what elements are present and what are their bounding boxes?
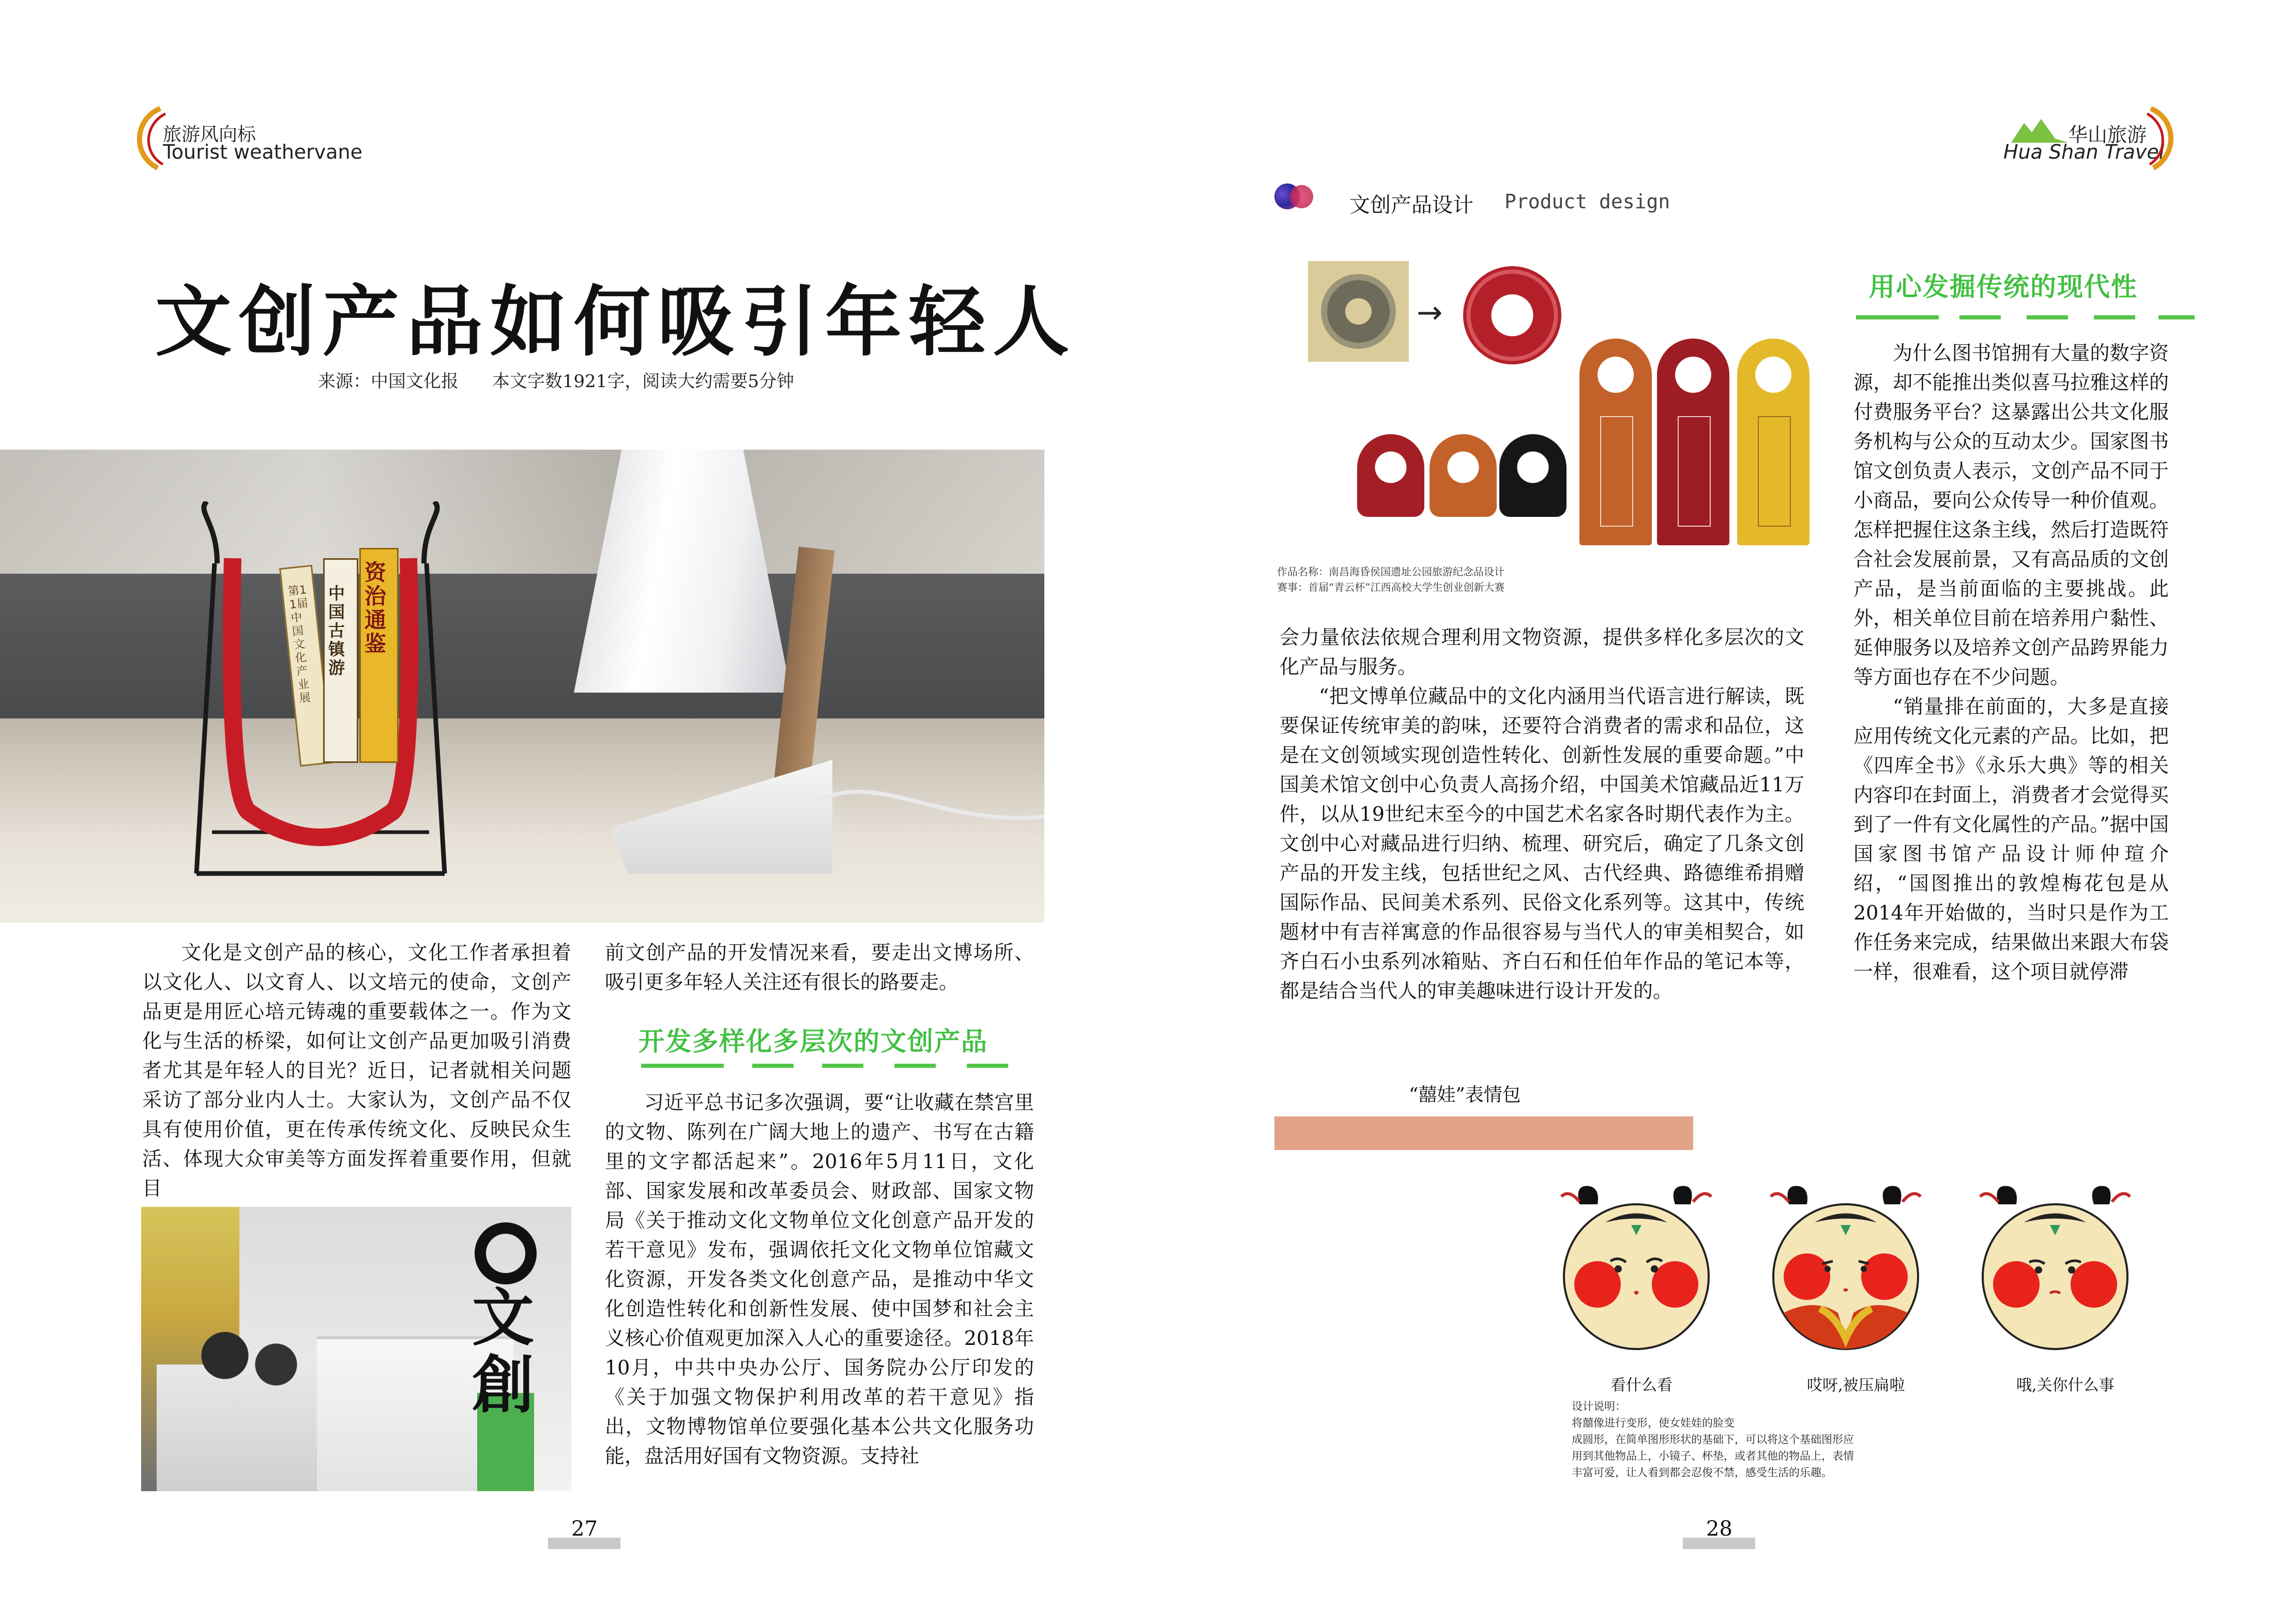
bookmark-panel-3 xyxy=(1758,416,1791,527)
arrow-icon: → xyxy=(1417,295,1443,331)
face-3-graphic xyxy=(1978,1173,2133,1359)
bookmark-red xyxy=(1657,339,1729,545)
col3-continuation: 会力量依法依规合理利用文物资源，提供多样化多层次的文化产品与服务。 xyxy=(1280,626,1804,678)
bg-window xyxy=(0,450,1044,574)
book-2-title: 中国古镇游 xyxy=(328,584,345,678)
mountain-logo-icon xyxy=(2011,118,2068,144)
section-1-underline-3 xyxy=(822,1064,863,1068)
section-label-cn: 文创产品设计 xyxy=(1349,193,1473,217)
image-caption-1: 作品名称：南昌海昏侯国遗址公园旅游纪念品设计 xyxy=(1277,565,1504,578)
salmon-bar xyxy=(1274,1116,1693,1150)
exhibition-photo xyxy=(141,1207,571,1491)
section-label-dot-2 xyxy=(1290,185,1313,208)
right-header xyxy=(1996,103,2171,171)
design-note-line-3: 成圆形，在简单图形形状的基础下，可以将这个基础图形应 xyxy=(1572,1433,1854,1446)
column-3 xyxy=(1280,623,1804,1006)
design-note-line-1: 设计说明： xyxy=(1572,1400,1626,1413)
comb-red xyxy=(1357,434,1424,517)
book-3-title: 资治通鉴 xyxy=(364,560,387,656)
bg-sofa xyxy=(0,574,1044,729)
article-title: 文创产品如何吸引年轻人 xyxy=(155,278,1076,366)
column-2 xyxy=(605,938,1034,997)
column-1 xyxy=(142,938,571,1203)
section-2-underline xyxy=(1856,315,1939,319)
section-1-underline-5 xyxy=(967,1064,1008,1068)
jade-ring xyxy=(1321,274,1396,349)
face-2-label: 哎呀,被压扁啦 xyxy=(1807,1376,1905,1395)
col2-continuation: 前文创产品的开发情况来看，要走出文博场所、吸引更多年轻人关注还有很长的路要走。 xyxy=(605,941,1034,993)
design-note-line-4: 用到其他物品上，小镜子、杯垫，或者其他的物品上，表情 xyxy=(1572,1450,1854,1462)
header-cn: 旅游风向标 xyxy=(163,124,256,145)
people xyxy=(157,1310,327,1491)
page-number-left: 27 xyxy=(571,1517,598,1541)
ancient-jade-photo xyxy=(1308,261,1409,362)
bookmark-yellow xyxy=(1737,339,1810,545)
comb-orange xyxy=(1430,434,1497,517)
book-1-title: 第11届中国文化产业展 xyxy=(287,583,312,706)
comb-black xyxy=(1499,434,1567,517)
sign-text: 文創 xyxy=(472,1281,534,1421)
face-3-label: 哦,关你什么事 xyxy=(2016,1376,2115,1395)
header-cn-right: 华山旅游 xyxy=(2068,124,2147,146)
face-1 xyxy=(1559,1173,1714,1359)
left-header xyxy=(129,103,398,171)
design-note-line-2: 将囍像进行变形，使女娃娃的脸变 xyxy=(1572,1417,1735,1429)
design-note-line-5: 丰富可爱，让人看到都会忍俊不禁，感受生活的乐趣。 xyxy=(1572,1466,1832,1479)
col4-paragraph-1: 为什么图书馆拥有大量的数字资源，却不能推出类似喜马拉雅这样的付费服务平台？这暴露出公共文化服务机构与公众的互动太少。国家图书馆文创负责人表示，文创产品不同于小商品，要向公众传导一种价值观。怎样把握住这条主线，然后打造既符合社会发展前景，又有高品质的文创产品，是当前面临的主要挑战。此外，相关单位目前在培养用户黏性、延伸服务以及培养文创产品跨界能力等方面也存在不少问题。 xyxy=(1853,342,2169,688)
face-1-label: 看什么看 xyxy=(1610,1376,1672,1395)
hero-photo xyxy=(0,450,1044,923)
face-1-graphic xyxy=(1559,1173,1714,1359)
section-title-2: 用心发掘传统的现代性 xyxy=(1869,272,2138,302)
bookmark-hole-2 xyxy=(1675,357,1711,393)
section-label-en: Product design xyxy=(1504,190,1670,213)
image-caption-2: 赛事：首届“青云杯”江西高校大学生创业创新大赛 xyxy=(1277,581,1505,593)
section-2-underline-4 xyxy=(2094,315,2135,319)
bookmark-hole-3 xyxy=(1755,357,1791,393)
section-2-underline-3 xyxy=(2027,315,2068,319)
section-title-1: 开发多样化多层次的文创产品 xyxy=(638,1027,988,1056)
bookmark-panel xyxy=(1600,416,1633,527)
col3-paragraph-1: “把文博单位藏品中的文化内涵用当代语言进行解读，既要保证传统审美的韵味，还要符合消费者的需求和品位，这是在文创领域实现创造性转化、创新性发展的重要命题。”中国美术馆文创中心负责人高扬介绍，中国美术馆藏品近11万件，以从19世纪末至今的中国艺术名家各时期代表作为主。文创中心对藏品进行归纳、梳理、研究后，确定了几条文创产品的开发主线，包括世纪之风、古代经典、路德维希捐赠国际作品、民间美术系列、民俗文化系列等。这其中，传统题材中有吉祥寓意的作品很容易与当代人的审美相契合，如齐白石小虫系列冰箱贴、齐白石和任伯年作品的笔记本等，都是结合当代人的审美趣味进行设计开发的。 xyxy=(1280,685,1804,1002)
col2-paragraph-1: 习近平总书记多次强调，要“让收藏在禁宫里的文物、陈列在广阔大地上的遗产、书写在古籍里的文字都活起来”。2016年5月11日，文化部、国家发展和改革委员会、财政部、国家文物局《关于推动文化文物单位文化创意产品开发的若干意见》发布，强调依托文化文物单位馆藏文化资源，开发各类文化创意产品，是推动中华文化创造性转化和创新性发展、使中国梦和社会主义核心价值观更加深入人心的重要途径。2018年10月，中共中央办公厅、国务院办公厅印发的《关于加强文物保护利用改革的若干意见》指出，文物博物馆单位要强化基本公共文化服务功能，盘活用好国有文物资源。支持社 xyxy=(605,1091,1034,1467)
header-en-right: Hua Shan Travel xyxy=(2003,141,2165,163)
bookmark-orange xyxy=(1579,339,1652,545)
bookmark-panel-2 xyxy=(1678,416,1711,527)
header-en: Tourist weathervane xyxy=(163,141,363,163)
byline: 来源：中国文化报 本文字数1921字，阅读大约需要5分钟 xyxy=(318,371,795,392)
col4-paragraph-2: “销量排在前面的，大多是直接应用传统文化元素的产品。比如，把《四库全书》《永乐大典》等的相关内容印在封面上，消费者才会觉得买到了一件有文化属性的产品。”据中国国家图书馆产品设计师仲瑄介绍，“国图推出的敦煌梅花包是从2014年开始做的，当时只是作为工作任务来完成，结果做出来跟大布袋一样，很难看，这个项目就停滞 xyxy=(1853,695,2169,983)
bookmark-hole xyxy=(1598,357,1634,393)
column-4 xyxy=(1853,339,2169,987)
section-1-underline xyxy=(641,1064,724,1068)
header-swoosh-icon-right xyxy=(2146,103,2177,171)
emoji-title: “囍娃”表情包 xyxy=(1409,1084,1521,1106)
section-2-underline-5 xyxy=(2158,315,2195,319)
column-2-body xyxy=(605,1088,1034,1471)
face-3 xyxy=(1978,1173,2133,1359)
section-2-underline-2 xyxy=(1959,315,2001,319)
face-2-graphic xyxy=(1768,1173,1923,1359)
col1-paragraph-1: 文化是文创产品的核心，文化工作者承担着以文化人、以文育人、以文培元的使命，文创产品更是用匠心培元铸魂的重要载体之一。作为文化与生活的桥梁，如何让文创产品更加吸引消费者尤其是年轻人的目光？近日，记者就相关问题采访了部分业内人士。大家认为，文创产品不仅具有使用价值，更在传承传统文化、反映民众生活、体现大众审美等方面发挥着重要作用，但就目 xyxy=(142,941,571,1200)
circle-logo xyxy=(475,1222,537,1284)
design-note xyxy=(1572,1398,1944,1481)
red-medallion xyxy=(1463,266,1561,364)
section-1-underline-4 xyxy=(894,1064,936,1068)
lamp-cable xyxy=(817,739,1044,832)
face-2 xyxy=(1768,1173,1923,1359)
section-1-underline-2 xyxy=(752,1064,794,1068)
page-number-right: 28 xyxy=(1706,1517,1732,1541)
